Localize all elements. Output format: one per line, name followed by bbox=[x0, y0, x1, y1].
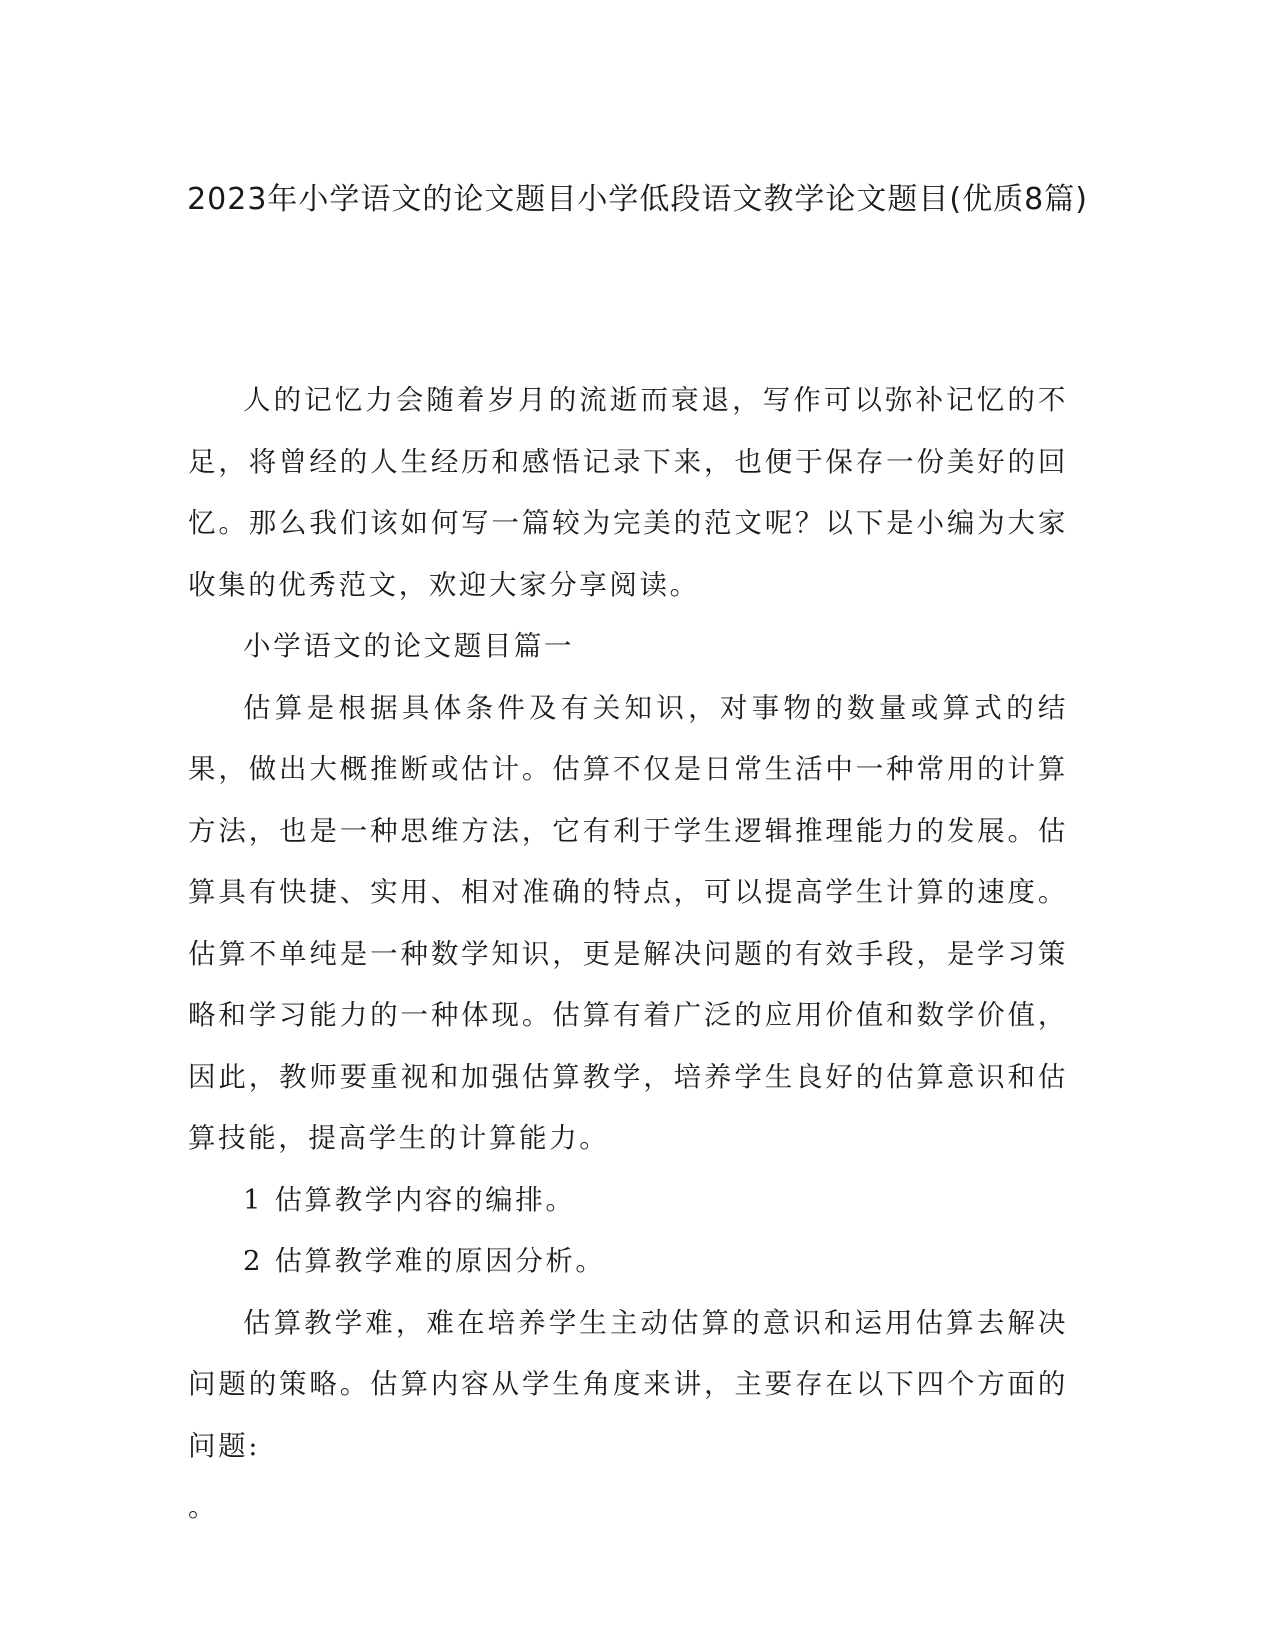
list-item: 2 估算教学难的原因分析。 bbox=[243, 1245, 606, 1277]
body-paragraph: 估算教学难，难在培养学生主动估算的意识和运用估算去解决问题的策略。估算内容从学生角度来讲，主要存在以下四个方面的问题: bbox=[188, 1306, 1068, 1462]
document-body bbox=[188, 370, 1068, 1539]
intro-paragraph: 人的记忆力会随着岁月的流逝而衰退，写作可以弥补记忆的不足，将曾经的人生经历和感悟记录下来，也便于保存一份美好的回忆。那么我们该如何写一篇较为完美的范文呢？以下是小编为大家收集的优秀范文，欢迎大家分享阅读。 bbox=[188, 384, 1068, 601]
trailing-punctuation: 。 bbox=[188, 1491, 219, 1523]
document-title: 2023年小学语文的论文题目小学低段语文教学论文题目(优质8篇) bbox=[187, 182, 1088, 217]
section-heading: 小学语文的论文题目篇一 bbox=[243, 630, 575, 662]
body-paragraph: 估算是根据具体条件及有关知识，对事物的数量或算式的结果，做出大概推断或估计。估算不仅是日常生活中一种常用的计算方法，也是一种思维方法，它有利于学生逻辑推理能力的发展。估算具有快捷、实用、相对准确的特点，可以提高学生计算的速度。估算不单纯是一种数学知识，更是解决问题的有效手段，是学习策略和学习能力的一种体现。估算有着广泛的应用价值和数学价值，因此，教师要重视和加强估算教学，培养学生良好的估算意识和估算技能，提高学生的计算能力。 bbox=[188, 691, 1068, 1154]
list-item: 1 估算教学内容的编排。 bbox=[243, 1183, 576, 1216]
